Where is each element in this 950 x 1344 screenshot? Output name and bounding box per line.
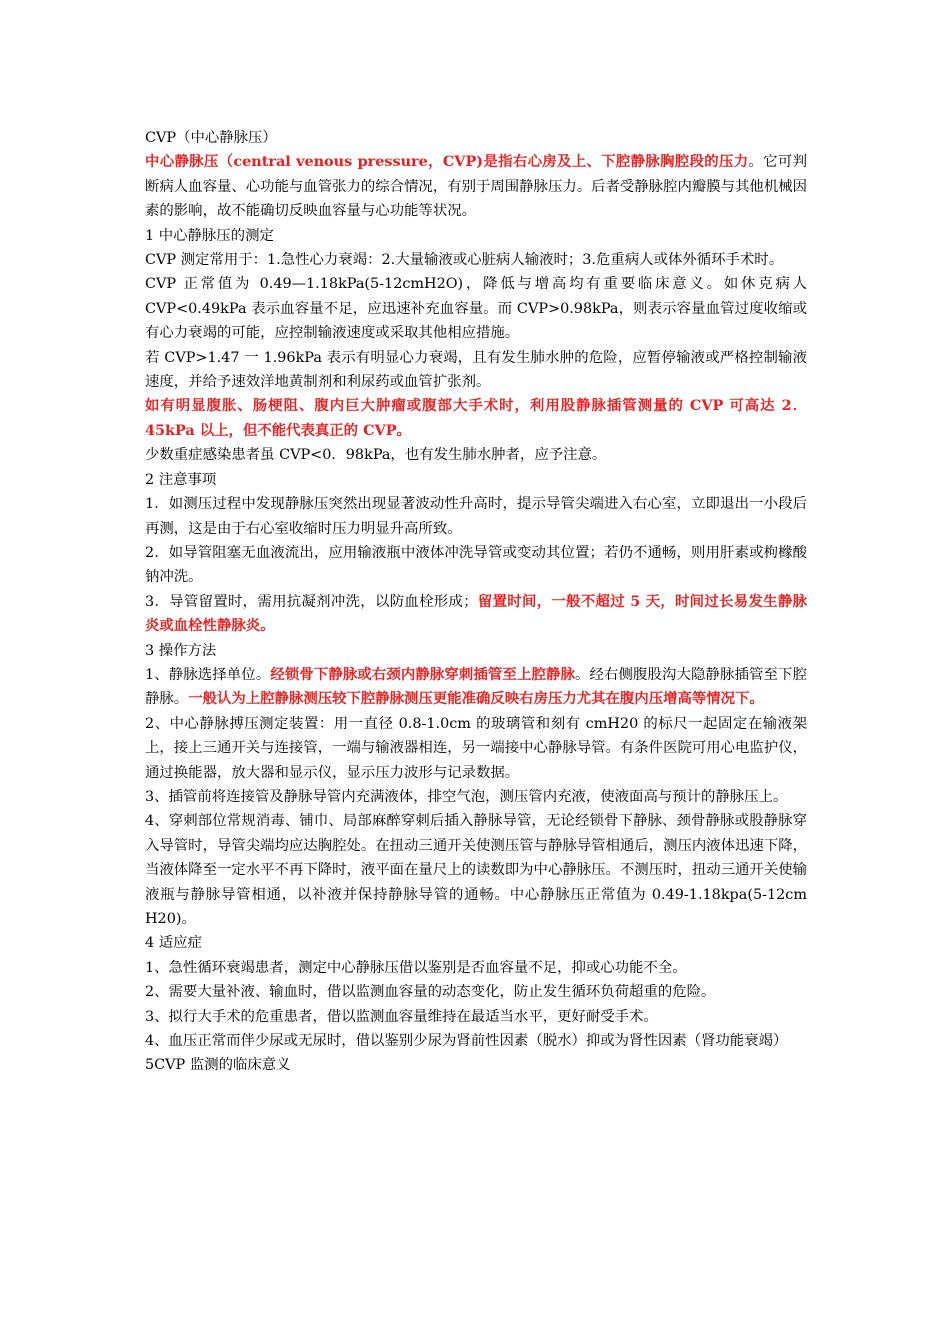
section-4-para-4: 4、血压正常而伴少尿或无尿时，借以鉴别少尿为肾前性因素（脱水）抑或为肾性因素（肾功能衰竭） — [145, 1033, 788, 1050]
section-2-para-3-emphasis: 留置时间，一般不超过 5 天，时间过长易发生静脉炎或血栓性静脉炎。 — [145, 592, 807, 635]
document-body — [145, 126, 807, 1078]
section-4-para-2: 2、需要大量补液、输血时，借以监测血容量的动态变化，防止发生循环负荷超重的危险。 — [145, 984, 716, 1001]
section-2-para-3 — [145, 590, 807, 639]
section-3-para-1 — [145, 663, 807, 712]
section-4-para-3: 3、拟行大手术的危重患者，借以监测血容量维持在最适当水平，更好耐受手术。 — [145, 1008, 658, 1025]
section-3-para-4: 4、穿刺部位常规消毒、铺巾、局部麻醉穿刺后插入静脉导管，无论经锁骨下静脉、颈骨静脉或股静脉穿入导管时，导管尖端均应达胸腔处。在扭动三通开关使测压管与静脉导管相通后，测压内液体迅速下降，当液体降至一定水平不再下降时，液平面在量尺上的读数即为中心静脉压。不测压时，扭动三通开关使输液瓶与静脉导管相通，以补液并保持静脉导管的通畅。中心静脉压正常值为 0.49-1.18kpa(5-12cm H20)。 — [145, 813, 807, 927]
section-3-para-1-emphasis-2: 一般认为上腔静脉测压较下腔静脉测压更能准确反映右房压力尤其在腹内压增高等情况下。 — [188, 690, 764, 708]
section-1-heading: 1 中心静脉压的测定 — [145, 227, 274, 244]
section-4-para-1: 1、急性循环衰竭患者，测定中心静脉压借以鉴别是否血容量不足，抑或心功能不全。 — [145, 959, 687, 976]
section-1-para-5: 少数重症感染患者虽 CVP<0．98kPa，也有发生肺水肿者，应予注意。 — [145, 447, 607, 464]
section-2-heading: 2 注意事项 — [145, 471, 217, 488]
section-3-para-1-emphasis-1: 经锁骨下静脉或右颈内静脉穿刺插管至上腔静脉 — [270, 665, 575, 683]
section-1-para-1: CVP 测定常用于：1.急性心力衰竭：2.大量输液或心脏病人输液时；3.危重病人或体外循环手术时。 — [145, 252, 784, 269]
section-1-para-3: 若 CVP>1.47 一 1.96kPa 表示有明显心力衰竭，且有发生肺水肿的危险，应暂停输液或严格控制输液速度，并给予速效洋地黄制剂和利尿药或血管扩张剂。 — [145, 349, 807, 391]
section-3-para-1-a: 1、静脉选择单位。 — [145, 666, 271, 683]
section-2-para-1: 1．如测压过程中发现静脉压突然出现显著波动性升高时，提示导管尖端进入右心室，立即退出一小段后再测，这是由于右心室收缩时压力明显升高所致。 — [145, 496, 807, 537]
intro-emphasis: 中心静脉压（central venous pressure，CVP)是指右心房及上、下腔静脉胸腔段的压力 — [145, 153, 749, 171]
intro-text: 。它可判断病人血容量、心功能与血管张力的综合情况，有别于周围静脉压力。后者受静脉腔内瓣膜与其他机械因素的影响，故不能确切反映血容量与心功能等状况。 — [145, 154, 807, 220]
section-3-para-1-b: 。经右侧腹股沟大隐静脉插管至下腔静脉。 — [145, 666, 807, 708]
section-2-para-2: 2．如导管阻塞无血液流出，应用输液瓶中液体冲洗导管或变动其位置；若仍不通畅，则用肝素或枸橼酸钠冲洗。 — [145, 544, 807, 586]
section-5-heading: 5CVP 监测的临床意义 — [145, 1057, 291, 1074]
intro-paragraph — [145, 150, 807, 223]
section-3-heading: 3 操作方法 — [145, 642, 217, 659]
document-title: CVP（中心静脉压） — [145, 130, 277, 146]
section-4-heading: 4 适应症 — [145, 935, 202, 952]
section-3-para-2: 2、中心静脉搏压测定装置：用一直径 0.8-1.0cm 的玻璃管和刻有 cmH20 的标尺一起固定在输液架上，接上三通开关与连接管，一端与输液器相连，另一端接中心静脉导管。有条件医院可用心电监护仪，通过换能器，放大器和显示仪，显示压力波形与记录数据。 — [145, 715, 807, 781]
section-1-para-4-emphasis: 如有明显腹胀、肠梗阻、腹内巨大肿瘤或腹部大手术时，利用股静脉插管测量的 CVP 可高达 2．45kPa 以上，但不能代表真正的 CVP。 — [145, 397, 807, 439]
section-3-para-3: 3、插管前将连接管及静脉导管内充满液体，排空气泡，测压管内充液，使液面高与预计的静脉压上。 — [145, 788, 788, 805]
section-2-para-3-text: 3．导管留置时，需用抗凝剂冲洗，以防血栓形成； — [145, 593, 478, 610]
section-1-para-2: CVP 正常值为 0.49—1.18kPa(5-12cmH2O)，降低与增高均有重要临床意义。如休克病人 CVP<0.49kPa 表示血容量不足，应迅速补充血容量。而 CVP>0.98kPa，则表示容量血管过度收缩或有心力衰竭的可能，应控制输液速度或采取其他相应措施。 — [145, 276, 807, 342]
